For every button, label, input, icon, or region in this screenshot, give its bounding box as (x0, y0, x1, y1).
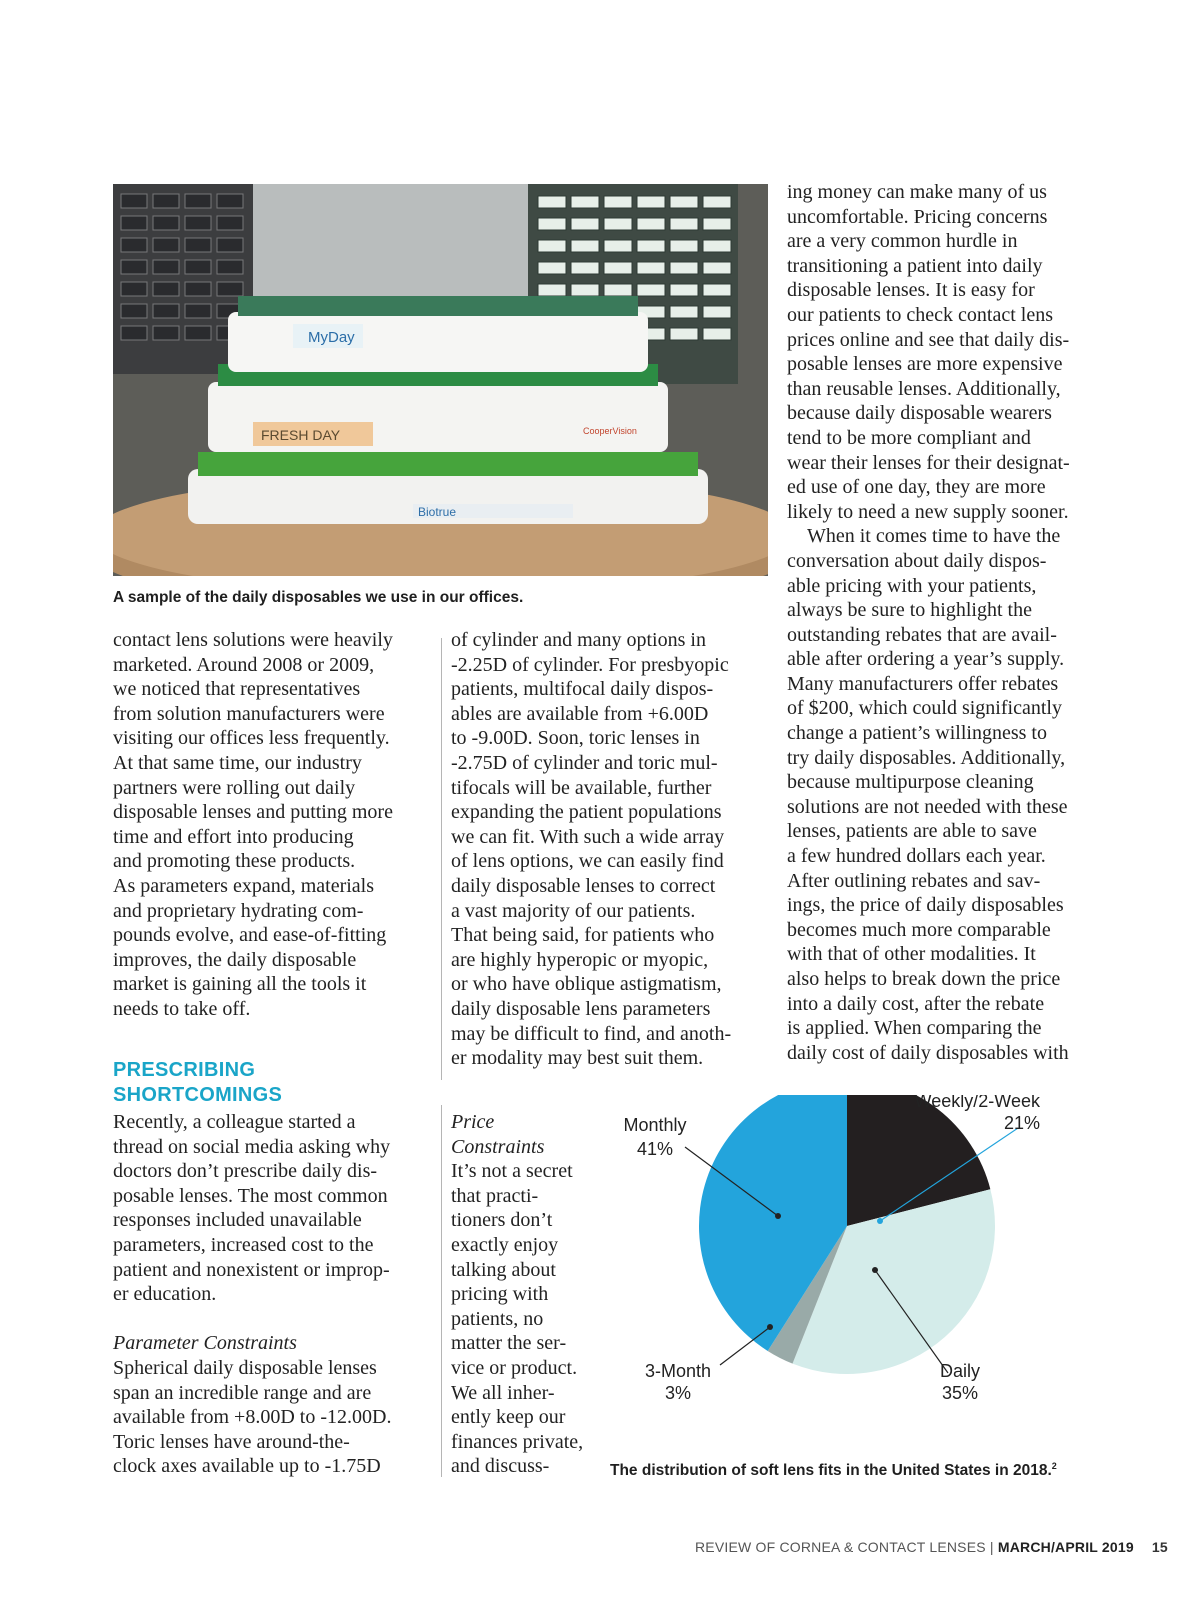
text-line: transitioning a patient into daily (787, 254, 1043, 277)
text-line: We all inher- (451, 1381, 555, 1404)
pie-leader-dot (767, 1324, 773, 1330)
column-rule-top (441, 638, 442, 1080)
text-line: Spherical daily disposable lenses (113, 1356, 377, 1379)
text-line: from solution manufacturers were (113, 702, 385, 725)
text-line: are a very common hurdle in (787, 230, 1018, 253)
heading-line: SHORTCOMINGS (113, 1084, 283, 1106)
text-line: ently keep our (451, 1406, 566, 1429)
pie-leader-dot (775, 1213, 781, 1219)
text-line: vice or product. (451, 1356, 578, 1379)
text-line: able pricing with your patients, (787, 574, 1037, 597)
column-left-bottom (113, 1110, 433, 1479)
text-line: prices online and see that daily dis- (787, 328, 1070, 351)
text-line: because daily disposable wearers (787, 402, 1052, 425)
text-line: available from +8.00D to -12.00D. (113, 1406, 392, 1429)
page-footer (695, 1539, 1168, 1555)
text-line: of $200, which could significantly (787, 697, 1062, 720)
subhead-constraints: Constraints (451, 1135, 545, 1158)
text-line: posable lenses are more expensive (787, 353, 1063, 376)
text-line: of cylinder and many options in (451, 629, 706, 651)
text-line: er education. (113, 1283, 217, 1306)
text-line: As parameters expand, materials (113, 874, 375, 897)
text-line: wear their lenses for their designat- (787, 451, 1070, 474)
text-line: becomes much more comparable (787, 918, 1051, 941)
pie-category-label: 3-Month (644, 1361, 712, 1381)
text-line: contact lens solutions were heavily (113, 629, 393, 651)
text-line: uncomfortable. Pricing concerns (787, 205, 1048, 228)
text-line: because multipurpose cleaning (787, 771, 1034, 794)
photo-brand-freshday: FRESH DAY (261, 427, 341, 443)
text-line: expanding the patient populations (451, 801, 722, 824)
photo-brand-biotrue: Biotrue (418, 505, 457, 519)
pie-category-label: Monthly (623, 1115, 687, 1135)
text-line: parameters, increased cost to the (113, 1233, 374, 1256)
text-line: and discuss- (451, 1455, 550, 1478)
text-line: At that same time, our industry (113, 751, 362, 774)
text-line: ed use of one day, they are more (787, 476, 1046, 499)
chart-title: The distribution of soft lens fits in the United States in 2018. (610, 1462, 1052, 1480)
text-line: After outlining rebates and sav- (787, 869, 1041, 892)
pie-chart (600, 1095, 1120, 1475)
text-line: partners were rolling out daily (113, 776, 356, 799)
text-line: responses included unavailable (113, 1209, 362, 1232)
text-line: -2.75D of cylinder and toric mul- (451, 751, 718, 774)
heading-line: PRESCRIBING (113, 1059, 256, 1081)
text-line: er modality may best suit them. (451, 1047, 704, 1070)
page-number: 15 (1151, 1539, 1168, 1555)
text-line: to -9.00D. Soon, toric lenses in (451, 727, 700, 750)
pie-leader-dot (877, 1218, 883, 1224)
text-line: tend to be more compliant and (787, 426, 1031, 449)
subhead-price: Price (451, 1111, 495, 1133)
text-line: visiting our offices less frequently. (113, 727, 390, 750)
text-line: may be difficult to find, and anoth- (451, 1022, 732, 1045)
text-line: able after ordering a year’s supply. (787, 648, 1065, 671)
text-line: than reusable lenses. Additionally, (787, 377, 1061, 400)
text-line: talking about (451, 1258, 556, 1281)
text-line: daily cost of daily disposables with (787, 1041, 1069, 1064)
text-line: and promoting these products. (113, 850, 356, 873)
text-line: or who have oblique astigmatism, (451, 973, 722, 996)
photo-illustration (113, 184, 768, 576)
text-line: is applied. When comparing the (787, 1017, 1042, 1040)
pie-leader-dot (872, 1267, 878, 1273)
pie-value-label: 41% (636, 1139, 674, 1159)
text-line: clock axes available up to -1.75D (113, 1455, 381, 1478)
text-line: needs to take off. (113, 997, 251, 1020)
text-line: span an incredible range and are (113, 1381, 372, 1404)
text-line: tifocals will be available, further (451, 776, 712, 799)
pie-value-label: 3% (664, 1383, 692, 1403)
photo-brand-myday: MyDay (308, 329, 355, 346)
text-line: try daily disposables. Additionally, (787, 746, 1066, 769)
text-line: likely to need a new supply sooner. (787, 500, 1069, 523)
text-line: Recently, a colleague started a (113, 1111, 356, 1133)
text-line: are highly hyperopic or myopic, (451, 948, 709, 971)
subhead-parameter-constraints: Parameter Constraints (113, 1332, 297, 1355)
text-line: thread on social media asking why (113, 1135, 391, 1158)
text-line: outstanding rebates that are avail- (787, 623, 1057, 646)
pie-chart-svg (600, 1095, 1120, 1475)
text-line: patients, multifocal daily dispos- (451, 678, 714, 701)
text-line: When it comes time to have the (807, 525, 1061, 548)
text-line: pricing with (451, 1283, 549, 1306)
text-line: change a patient’s willingness to (787, 722, 1047, 745)
text-line: patients, no (451, 1307, 544, 1330)
text-line: finances private, (451, 1430, 584, 1453)
text-line: daily disposable lens parameters (451, 997, 711, 1020)
text-line: and proprietary hydrating com- (113, 899, 364, 922)
text-line: into a daily cost, after the rebate (787, 992, 1045, 1015)
text-line: patient and nonexistent or improp- (113, 1258, 390, 1281)
text-line: our patients to check contact lens (787, 303, 1054, 326)
text-line: matter the ser- (451, 1332, 567, 1355)
text-line: It’s not a secret (451, 1160, 573, 1183)
text-line: pounds evolve, and ease-of-fitting (113, 924, 387, 947)
chart-title-footnote: 2 (1051, 1461, 1057, 1471)
text-line: lenses, patients are able to save (787, 820, 1037, 843)
text-line: That being said, for patients who (451, 924, 715, 947)
photo-brand-coopervision: CooperVision (583, 426, 637, 436)
text-line: with that of other modalities. It (787, 943, 1036, 966)
text-line: ables are available from +6.00D (451, 702, 709, 725)
article-photo (113, 184, 768, 576)
text-line: improves, the daily disposable (113, 948, 357, 971)
text-line: -2.25D of cylinder. For presbyopic (451, 653, 729, 676)
pie-value-label: 35% (941, 1383, 979, 1403)
section-heading (113, 1058, 282, 1108)
text-line: time and effort into producing (113, 825, 354, 848)
text-line: solutions are not needed with these (787, 795, 1068, 818)
text-line: disposable lenses. It is easy for (787, 279, 1035, 302)
text-line: Many manufacturers offer rebates (787, 672, 1059, 695)
text-line: of lens options, we can easily find (451, 850, 724, 873)
text-line: ing money can make many of us (787, 181, 1047, 203)
text-line: Toric lenses have around-the- (113, 1430, 350, 1453)
column-rule-bottom (441, 1105, 442, 1477)
footer-separator: | (989, 1539, 994, 1555)
column-mid-bottom (451, 1110, 601, 1479)
text-line: we can fit. With such a wide array (451, 825, 725, 848)
chart-caption (610, 1461, 1057, 1480)
text-line: a few hundred dollars each year. (787, 845, 1046, 868)
text-line: conversation about daily dispos- (787, 549, 1047, 572)
text-line: that practi- (451, 1184, 539, 1207)
column-mid-top (451, 628, 771, 1071)
footer-issue: MARCH/APRIL 2019 (997, 1539, 1134, 1555)
text-line: tioners don’t (451, 1209, 553, 1232)
text-line: we noticed that representatives (113, 678, 361, 701)
text-line: exactly enjoy (451, 1233, 559, 1256)
text-line: also helps to break down the price (787, 968, 1061, 990)
text-line: daily disposable lenses to correct (451, 874, 716, 897)
text-line: ings, the price of daily disposables (787, 894, 1064, 917)
text-line: market is gaining all the tools it (113, 973, 367, 996)
text-line: always be sure to highlight the (787, 599, 1032, 622)
text-line: marketed. Around 2008 or 2009, (113, 653, 375, 676)
pie-category-label: Daily (939, 1361, 981, 1381)
footer-publication: REVIEW OF CORNEA & CONTACT LENSES (695, 1539, 986, 1555)
pie-value-label: 21% (1003, 1113, 1040, 1133)
text-line: posable lenses. The most common (113, 1184, 388, 1207)
text-line: doctors don’t prescribe daily dis- (113, 1160, 378, 1183)
text-line: disposable lenses and putting more (113, 801, 393, 824)
photo-caption: A sample of the daily disposables we use in our offices. (113, 589, 524, 606)
column-right-top (787, 180, 1117, 1065)
column-left-top (113, 628, 433, 1022)
pie-category-label: Weekly/2-Week (914, 1095, 1040, 1111)
text-line: a vast majority of our patients. (451, 899, 696, 922)
